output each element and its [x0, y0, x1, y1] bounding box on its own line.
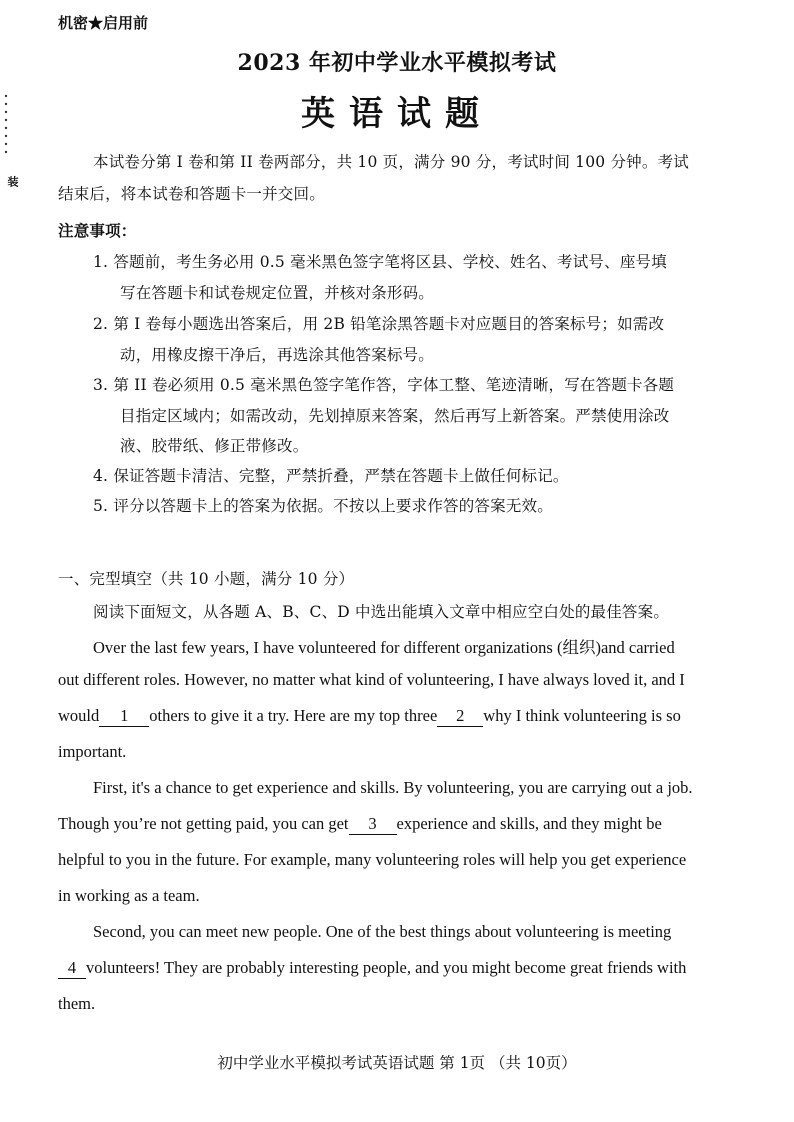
notes-heading: 注意事项：: [58, 221, 137, 240]
intro-line-2: 结束后，将本试卷和答题卡一并交回。: [58, 185, 325, 203]
passage-line-6: [58, 814, 662, 835]
passage-line-1: Over the last few years, I have volunteered for different organizations (组织)and carried: [93, 638, 675, 657]
passage-line-4: important.: [58, 742, 127, 761]
page-footer: 初中学业水平模拟考试英语试题 第 1页 （共 10页）: [217, 1054, 577, 1072]
confidential-label: 机密★启用前: [58, 14, 149, 32]
note-3-line-2: 目指定区域内；如需改动，先划掉原来答案，然后再写上新答案。严禁使用涂改: [120, 407, 670, 425]
passage-line-9: Second, you can meet new people. One of the best things about volunteering is meeting: [93, 922, 672, 941]
note-2-line-2: 动，用橡皮擦干净后，再选涂其他答案标号。: [120, 346, 435, 364]
passage-text: experience and skills, and they might be: [396, 814, 662, 833]
passage-text: volunteers! They are probably interesting people, and you might become great friends with: [86, 958, 687, 977]
intro-line-1: 本试卷分第 I 卷和第 II 卷两部分，共 10 页，满分 90 分，考试时间 100 分钟。考试: [93, 153, 689, 171]
note-1-line-2: 写在答题卡和试卷规定位置，并核对条形码。: [120, 284, 435, 302]
binding-margin-mark: 装: [6, 176, 19, 187]
passage-line-10: [58, 958, 686, 979]
passage-text: would: [58, 706, 100, 725]
blank-4: 4: [58, 958, 86, 979]
note-3-line-3: 液、胶带纸、修正带修改。: [120, 437, 309, 455]
passage-line-7: helpful to you in the future. For example, many volunteering roles will help you get experience: [58, 850, 687, 869]
blank-1: 1: [99, 706, 149, 727]
passage-line-3: [58, 706, 681, 727]
note-3-line-1: 3. 第 II 卷必须用 0.5 毫米黑色签字笔作答，字体工整、笔迹清晰，写在答题卡各题: [93, 376, 675, 394]
passage-text: Though you’re not getting paid, you can get: [58, 814, 349, 833]
note-4: 4. 保证答题卡清洁、完整，严禁折叠，严禁在答题卡上做任何标记。: [93, 467, 569, 485]
passage-line-5: First, it's a chance to get experience and skills. By volunteering, you are carrying out a job.: [93, 778, 693, 797]
section-1-instruction: 阅读下面短文，从各题 A、B、C、D 中选出能填入文章中相应空白处的最佳答案。: [93, 603, 670, 621]
passage-line-11: them.: [58, 994, 96, 1013]
passage-text: others to give it a try. Here are my top three: [149, 706, 438, 725]
blank-3: 3: [349, 814, 397, 835]
blank-2: 2: [437, 706, 483, 727]
passage-line-2: out different roles. However, no matter what kind of volunteering, I have always loved it, and I: [58, 670, 685, 689]
note-2-line-1: 2. 第 I 卷每小题选出答案后，用 2B 铅笔涂黑答题卡对应题目的答案标号；如需改: [93, 315, 665, 333]
exam-subtitle: 英语试题: [301, 94, 493, 134]
exam-title: 2023 年初中学业水平模拟考试: [237, 50, 557, 76]
passage-line-8: in working as a team.: [58, 886, 200, 905]
section-1-heading: 一、完型填空（共 10 小题，满分 10 分）: [58, 570, 355, 588]
note-1-line-1: 1. 答题前，考生务必用 0.5 毫米黑色签字笔将区县、学校、姓名、考试号、座号填: [93, 253, 667, 271]
note-5: 5. 评分以答题卡上的答案为依据。不按以上要求作答的答案无效。: [93, 497, 553, 515]
passage-text: why I think volunteering is so: [483, 706, 681, 725]
